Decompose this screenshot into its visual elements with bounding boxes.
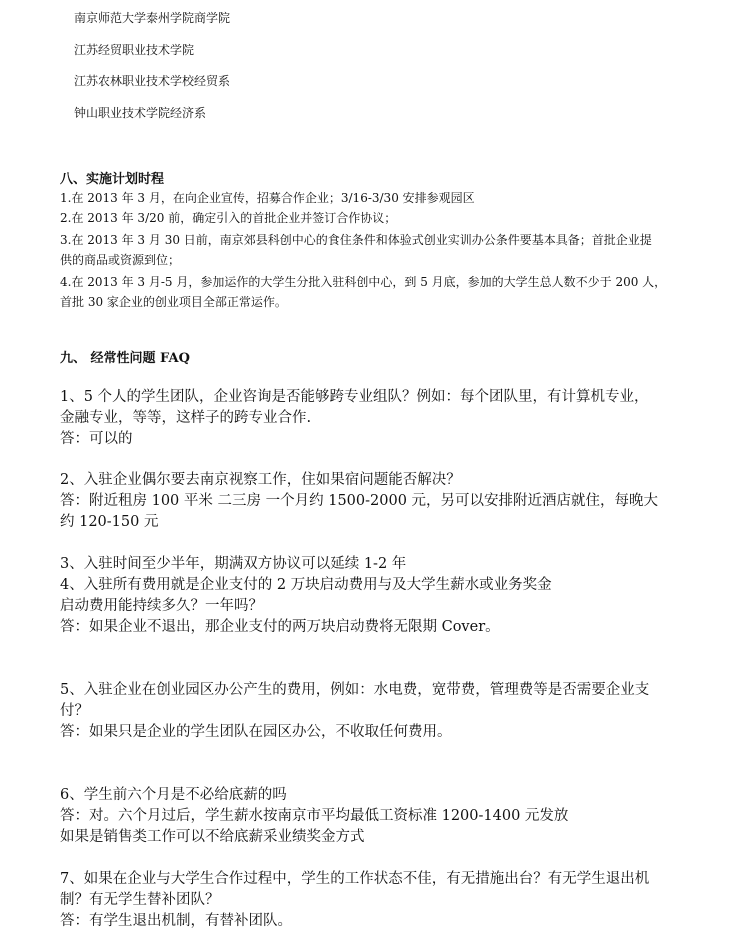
faq-question: 制？有无学生替补团队？: [60, 892, 220, 908]
plan-line: 1.在 2013 年 3 月，在向企业宣传，招募合作企业；3/16-3/30 安排参观园区: [60, 191, 475, 205]
plan-line: 3.在 2013 年 3 月 30 日前，南京郊县科创中心的食住条件和体验式创业实训办公条件要基本具备；首批企业提: [60, 233, 652, 247]
faq-answer: 答：如果企业不退出，那企业支付的两万块启动费将无限期 Cover。: [60, 619, 500, 635]
school-item: 江苏经贸职业技术学院: [74, 43, 195, 57]
faq-answer: 如果是销售类工作可以不给底薪采业绩奖金方式: [60, 829, 365, 845]
faq-question: 启动费用能持续多久？一年吗？: [60, 598, 263, 614]
faq-answer: 答：如果只是企业的学生团队在园区办公，不收取任何费用。: [60, 724, 452, 740]
faq-question: 1、5 个人的学生团队，企业咨询是否能够跨专业组队？例如：每个团队里，有计算机专业，: [60, 389, 649, 405]
faq-question: 付？: [60, 703, 89, 719]
faq-question: 3、入驻时间至少半年，期满双方协议可以延续 1-2 年: [60, 556, 407, 572]
plan-line: 4.在 2013 年 3 月-5 月，参加运作的大学生分批入驻科创中心，到 5 月底，参加的大学生总人数不少于 200 人，: [60, 275, 667, 289]
plan-line: 供的商品或资源到位；: [60, 253, 181, 267]
faq-answer: 答：可以的: [60, 431, 133, 447]
faq-question: 7、如果在企业与大学生合作过程中，学生的工作状态不佳，有无措施出台？有无学生退出机: [60, 871, 650, 887]
faq-question: 5、入驻企业在创业园区办公产生的费用，例如：水电费，宽带费，管理费等是否需要企业支: [60, 682, 650, 698]
section-8-heading: 八、实施计划时程: [60, 172, 165, 187]
faq-question: 4、入驻所有费用就是企业支付的 2 万块启动费用与及大学生薪水或业务奖金: [60, 577, 552, 593]
faq-question: 6、学生前六个月是不必给底薪的吗: [60, 787, 287, 803]
faq-answer: 答：有学生退出机制，有替补团队。: [60, 913, 292, 929]
plan-line: 2.在 2013 年 3/20 前，确定引入的首批企业并签订合作协议；: [60, 211, 397, 225]
faq-question: 2、入驻企业偶尔要去南京视察工作，住如果宿问题能否解决？: [60, 472, 461, 488]
section-9-heading: 九、 经常性问题 FAQ: [60, 351, 190, 366]
school-item: 钟山职业技术学院经济系: [74, 106, 207, 120]
school-item: 江苏农林职业技术学校经贸系: [74, 74, 231, 88]
plan-line: 首批 30 家企业的创业项目全部正常运作。: [60, 295, 287, 309]
faq-question: 金融专业，等等，这样子的跨专业合作.: [60, 410, 312, 426]
faq-answer: 答：对。六个月过后，学生薪水按南京市平均最低工资标准 1200-1400 元发放: [60, 808, 569, 824]
school-item: 南京师范大学泰州学院商学院: [74, 11, 231, 25]
faq-answer: 约 120-150 元: [60, 514, 159, 530]
faq-answer: 答：附近租房 100 平米 二三房 一个月约 1500-2000 元，另可以安排附近酒店就住，每晚大: [60, 493, 659, 509]
